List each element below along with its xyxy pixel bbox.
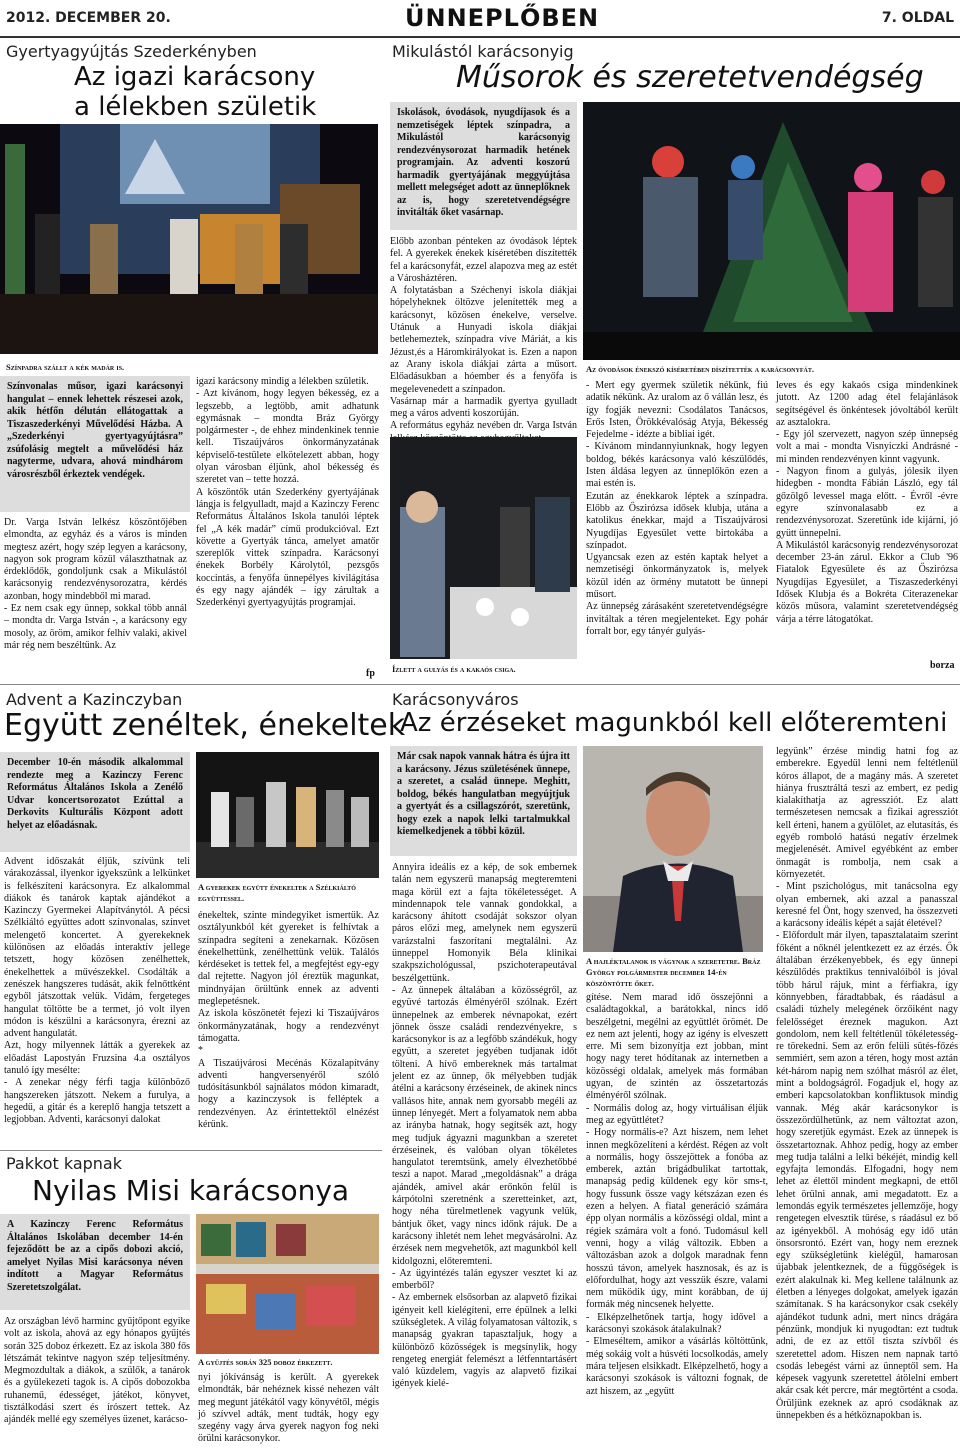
article2-lead: Iskolások, óvodások, nyugdíjasok és a nemzetiségek léptek színpadra, a Mikulástól karácsonyig rendezvénysorozat harmadik hetének programjain. Az adventi koszorú harmadik gyertyájának meggyújtása mellett melegséget adott az ünneplőknek az is, hogy szeretetvendégségre invitálták őket vasárnap.: [390, 102, 577, 230]
article3-kicker: Advent a Kazinczyban: [6, 690, 183, 709]
article5-lead: Már csak napok vannak hátra és újra itt a karácsony. Jézus születésének ünnepe, a szeretet, a család ünnepe. Meghitt, boldog, békés hangulatban megyújtjuk a gyertyát és a csillagszórót, szeretünk, hogy ezek a napok lelki tartalmukkal kiemelkedjenek a többi közül.: [390, 746, 577, 856]
header-title: ÜNNEPLŐBEN: [405, 4, 600, 32]
article2-headline: Műsorok és szeretetvendégség: [456, 60, 924, 95]
article4-lead: A Kazinczy Ferenc Református Általános Iskolában december 14-én fejeződött be az a cipős dobozi akció, amelyet Nyilas Misi karácsonya néven indított a Magyar Református Szeretetszolgálat.: [0, 1214, 190, 1310]
divider-middle: [0, 684, 960, 685]
article5-col1: Annyira ideális ez a kép, de sok embernek talán nem egyszerű manapság megteremteni maga körül ezt a fajta tökéletességet. A mindennapok tele vannak gondokkal, a karácsony áhított csodáját sokszor olyan páros előzi meg, amelynek nem egyszerű varázstalni faszorítani megtalálni. Az ünneppel Homonyik Béla klinikai szakpszichológussal, pszichoterapeutával beszélgettünk. - Az ünnepek általában a közösségről, az együvé tartozás élményéről szólnak. Ezért ünnepelnek az emberek névnapokat, ezért jönnek össze családi rendezvényekre, s karácsonykor is az a legfőbb szándékuk, hogy együtt, a szeretet jegyében tudjanak időt tölteni. A hívő embereknek más tartalmat jelent ez az ünnep, ők mélyebben tudják átélni a karácsony érzéseinek, de akinek nincs vallásos hite, annak nem gyorsabb megéli az ünnep lényegét. Mert a folyamatok nem abba az irányba hatnak, hogy segítsék azt, hogy meg tudjuk ágyazni magunkban a szeretet érzéseinek, és valóban olyan tökéletes hangulatot teremtsünk, amely élvezhetőbbé teszi a napot. Marad „megoldásnak” a drága ajándék, amivel akár erőnkön felül is kárpótolni szeretnénk a szeretteinket, azt, hogy néha türelmetlenek vagyunk velük, bántjuk őket, vagy nincs időnk rájuk. De a karácsony ihletét nem lehet megvásárolni. Az érzések nem megvehetők, azt magunkból kell kidolgozni, előteremteni. - Az ügyintézés talán egyszer vesztet ki az emberből? - Az embernek elsősorban az alapvető fizikai igényeit kell kielégíteni, erre épülnek a lelki szükségletek. A világ folyamatosan változik, s manapság gyakran tapasztaljuk, hogy a különböző közösségek is megsínylik, hogy rengeteg energiát felemészt a létfenntartásért való küzdelem, vagyis az alapvető fizikai igények kielé-: [392, 862, 577, 1390]
article4-col2: nyi jókívánság is került. A gyerekek elmondták, bár nehéznek kissé nehezen vált meg megunt játékától vagy könyvétől, mégis jó szívvel adták, ment tudták, hogy egy szegény vagy árva gyerek nagyon fog neki örülni karácsonykor.: [198, 1372, 379, 1445]
article1-col2: igazi karácsony mindig a lélekben születik. - Azt kívánom, hogy legyen békesség, ez a legszebb, a legtöbb, amit adhatunk egymásnak – mondta Bráz György polgármester -, de ehhez mindenkinek tennie kell. Tiszaújváros önkormányzatának képviselő-testülete elkötelezett abban, hogy olyan városban éljünk, ahol békesség és szeretet van – tette hozzá. A köszöntők után Szederkény gyertyájának lángja is felgyulladt, majd a Kazinczy Ferenc Református Általános Iskola tanulói léptek fel „A kék madár” című produkcióval. Ezt követte a Gyertyák tánca, amelyet amatőr szereplők vittek színpadra. Karácsonyi énekek Borbély Károlytól, pezsgős koccintás, a fenyőfa ünnepélyes kivilágítása és egy nagy ajándék – így zárultak a Szederkényi gyertyagyújtás programjai.: [196, 376, 379, 609]
article1-headline-line2: a lélekben születik: [74, 92, 317, 122]
article1-lead: Színvonalas műsor, igazi karácsonyi hangulat – ennek lehettek részesei azok, akik hétfőn délután ellátogattak a Tiszaszederkényi Művelődési Házba. A „Szederkényi gyertyagyújtásra” zsúfolásig megtelt a művelődési ház nagyterme, udvara, ahová mindhárom városrészből érkeztek vendégek.: [0, 376, 190, 512]
article5-kicker: Karácsonyváros: [392, 690, 519, 709]
article2-col2: - Mert egy gyermek születik nékünk, fiú adatik nékünk. Az uralom az ő vállán lesz, és így fogják nevezni: Csodálatos Tanácsos, Erős Isten, Örökkévalóság Atyja, Békesség Fejedelme - idézte a bibliai igét. - Kívánom mindannyiunknak, hogy legyen boldog, békés karácsonya való készülődés, Isten áldása legyen az ünneplőkön ezen a mai estén is. Ezután az énekkarok léptek a színpadra. Előbb az Őszirózsa idősek klubja, utána a katolikus énekkar, majd a Tiszaújvárosi Nyugdíjas Egyesület vette birtokába a színpadot. Ugyancsak ezen az estén kaptak helyet a nemzetiségi önkormányzatok is, melyek közül idén az örmény mutatott be ünnepi műsort. Az ünnepség zárásaként szeretetvendégségre invitáltak a téren megjelenteket. Egy pohár forralt bor, egy tányér gulyás-: [586, 380, 768, 637]
article1-caption: Színpadra szállt a kék madár is.: [6, 362, 125, 372]
article3-lead: December 10-én második alkalommal rendezte meg a Kazinczy Ferenc Református Általános Iskola a Zenélő Udvar koncertsorozatot Ezúttal a Derkovits Kulturális Központ adott helyet az előadásnak.: [0, 752, 190, 852]
article5-caption: A hajléktalanok is vágynak a szeretetre. Bráz György polgármester december 14-én köszöntötte őket.: [586, 956, 761, 988]
article3-col2: énekeltek, szinte mindegyiket ismertük. Az osztályunkból két gyereket is felhívtak a színpadra segíteni a zenekarnak. Közösen énekelhettünk, zenélhettünk velük. Találós kérdéseket is tettek fel, a megfejtést egy-egy dal rejtette. Nagyon jól éreztük magunkat, mindnyájan örültünk ennek az adventi meglepetésnek. Az iskola köszönetét fejezi ki Tiszaújváros önkormányzatának, hogy a rendezvényt támogatta. * A Tiszaújvárosi Mecénás Közalapítvány adventi hangversenyéről szóló tudósításunkból sajnálatos módon kimaradt, hogy a kazinczysok is felléptek a rendezvényen. Az érintettektől elnézést kérünk.: [198, 910, 379, 1131]
stage-photo: [0, 124, 378, 354]
article3-col1: Advent időszakát éljük, szívünk teli várakozással, ilyenkor igyekszünk a lelkünket is felkészíteni karácsonyra. Ez alkalommal diákok és tanárok kaptak ajándékot a Kazinczy Gyermekei Alapítványtól. A pécsi Szélkiáltó együttes adott színvonalas, színvet melengető koncertet. A gyerekeknek különösen az előadás interaktív jellege tetszett, hogy közösen zenélhettek, énekelhettek a művészekkel. Csodálták a zenészek hangszeres tudását, akik felnőttként egyből játszottak velük. Vidám, fergeteges hangulat töltötte be a termet, jó volt ilyen módon is készülni a karácsonyra, érezni az advent hangulatát. Azt, hogy milyennek látták a gyerekek az előadást Lapostyán Fruzsina 4.a osztályos tanuló így meséltе: - A zenekar négy férfi tagja különböző hangszereken játszott. Nekem a furulya, a hegedű, a gitár és a kereplő hangja tetszett a legjobban. Adventi, karácsonyi dalokat: [4, 856, 190, 1126]
article2-signature: borza: [930, 660, 955, 671]
article5-headline: Az érzéseket magunkból kell előteremteni: [400, 708, 948, 738]
shoebox-photo: [196, 1214, 379, 1354]
article2-col3: leves és egy kakaós csiga mindenkinek jutott. Az 1200 adag étel felajánlások segítségével és önkéntesek jóvoltából került az asztalokra. - Egy jól szervezett, nagyon szép ünnepség volt a mai - mondta Visnyiczki Andrásné - mi minden rendezvényen kinnt vagyunk. - Nagyon finom a gulyás, jólesik ilyen hidegben - mondta Fábián László, egy tál gőzölgő levessel maga előtt. - Évről -évre egyre színvonalasabb ez a rendezvénysorozat. Szeretünk ide kijárni, jó gyütt ünnepelni. A Mikulástól karácsonyig rendezvénysorozat december 23-án zárul. Ekkor a Club '96 Fiatalok Egyesülete és az Őszirózsa Nyugdíjas Egyesület, a Tiszaszederkényi Idősek Klubja és a Bokréta Citerazenekar közös műsora, valamint szeretetvendégség várja a térre látogatókat.: [776, 380, 958, 625]
article2-kicker: Mikulástól karácsonyig: [392, 42, 574, 61]
article4-kicker: Pakkot kapnak: [6, 1154, 122, 1173]
article1-headline-line1: Az igazi karácsony: [74, 62, 316, 92]
header-date: 2012. DECEMBER 20.: [6, 10, 171, 26]
article4-col1: Az országban lévő harminc gyűjtőpont egyike volt az iskola, ahová az egy hónapos gyűjtés során 325 doboz érkezett. Ez az iskola 380 fős létszámát tekintve nagyon szép teljesítmény. Megmozdultak a diákok, a szülők, a tanárok és a gyülekezeti tagok is. A cipős dobozokba ruhanemű, édességet, játékot, könyvet, tisztálkodási szert és írószert tettek. Az ajándék mellé egy személyes üzenet, karácso-: [4, 1316, 190, 1426]
article3-caption: A gyerekek együtt énekeltek a Szélkiáltó együttessel.: [198, 882, 356, 903]
header-rule: [0, 36, 960, 38]
article1-col1: Dr. Varga István lelkész köszöntőjében elmondta, az egyház és a város is minden megtesz azért, hogy szép legyen a karácsony, nagyon sok program közül választhatnak az érdeklődők, gondoljunk csak a Mikulástól karácsonyig rendezvénysorozatra, kérdés azonban, hogy mindebből mi marad. - Ez nem csak egy ünnep, sokkal több annál – mondta dr. Varga István -, a karácsony egy mosoly, az öröm, amikor felhív valaki, akivel már rég nem beszéltünk. Az: [4, 517, 187, 651]
article1-kicker: Gyertyagyújtás Szederkényben: [6, 42, 257, 61]
article2-caption-soup: Ízlett a gulyás és a kakaós csiga.: [392, 664, 516, 674]
article4-caption: A gyűjtés során 325 doboz érkezett.: [198, 1357, 333, 1367]
children-tree-photo: [583, 102, 960, 360]
article3-headline: Együtt zenéltek, énekeltek: [4, 708, 406, 743]
concert-photo: [196, 752, 379, 878]
article5-col3: legyünk” érzése mindig hatni fog az emberekre. Egyedül lenni nem feltétlenül kóros állapot, de a magány más. A szeretet hiánya frusztráltá teszi az embert, ez pedig kialakíthatja az agressziót. Ez alatt természetesen nemcsak a fizikai agressziót kell érteni, hanem a gyűlölet, az elutasítás, és egyéb romboló hatású negatív érzelmek megjelenését. Amivel egyébként az ember önmagát is rombolja, nem csak a környezetét. - Mint pszichológus, mit tanácsolna egy olyan embernek, aki azzal a panasszal keresné fel Önt, hogy szenved, ha összezveti a karácsony ideális képét a saját életével? - Előfordult már ilyen, tapasztalataim szerint főként a nőknél jelentkezett ez az érzés. Ők általában érzékenyebbek, és egy ünnepi készülődés praktikus tennivalóiból is jóval több hárul rájuk, mint a férfiakra, így könnyebben, fáradtabbak, és ráadásul a családi túzhely melegének örzőiként nagy felelősséget éreznek magukon. Azt gondolom, nem kell feltétlenül tökéletességre törekedni. Sem az erőn felüli sütés-főzés semmiért, sem azon a téren, hogy most aztán két-három napig nem szólhat másról az élet, mint a boldogságról. Fogadjuk el, hogy az emberi kapcsolatokban konfliktusok mindig vannak. Még akár karácsonykor is összezördülhetünk, az nem változtat azon, hogy szeretjük egymást. Ezek az ünnepek is összetartoznak. Ahhoz pedig, hogy az ember meg tudja találni a lelki békéjét, mindig kell egyfajta lemondás. Elfogadni, hogy nem lehet az élettől mindent megkapni, de ettől lehet örülni annak, ami megadatott. Ez a lemondás egyik természetes jellemzője, hogy rengetegen elvesztik tűrése, s ráadásul ez bő az igényekből. A mohóság egy idő után önsorsrontó. Ezért van, hogy nem ereznek egy szükségletünk kielégül, hamarosan újabbak jelentkeznek, de a függőségek is ezért alakulnak ki. Meg kellene találnunk az életben a lényeges dolgokat, amelyek igazán számítanak. S ha karácsonykor csak csekély ajándékot tudunk adni, mert nincs drágára pénzünk, mondjuk ki nyugodtan: ezt tudtuk adni, de ez az ettől tiszta szívből és szeretettel adom. Hiszen nem napnak tartó csodás lebegést várni az ünneptől sem. Ha képesek vagyunk szeretettel átölelni embert akár csak két percre, már megtörtént a csoda. Örüljünk ezeknek az apró csodáknak az ünnepekben és a hétköznapokban is.: [776, 746, 958, 1422]
header-page: 7. OLDAL: [881, 10, 954, 26]
article2-col1: Előbb azonban pénteken az óvodások léptek fel. A gyerekek énekek kíséretében díszítették fel a karácsonyfát, ezzel alapozva meg az estét a Városháztéren. A folytatásban a Széchenyi iskola diákjai hópelyheknek öltözve jelenítették meg a karácsonyt, közösen énekelve, verselve. Utánuk a Hunyadi iskola diákjai betlehemeztek, színpadra víve Máriát, a kis Jézust,és a Háromkirályokat is. Ezen a napon az Arany iskola diákjai zárta a műsort. Előadásukban a hóember és a fenyőfa is megelevenedett a színpadon. Vasárnap már a harmadik gyertya gyulladt meg a város adventi koszorúján. A református egyház nevében dr. Varga István: [390, 236, 577, 432]
article2-caption-tree: Az óvodások énekszó kíséretében díszítették a karácsonyfát.: [586, 364, 814, 374]
divider-article4: [0, 1150, 382, 1151]
article5-col2: gítése. Nem marad idő összejönni a családtagokkal, a barátokkal, nincs idő beszélgetni, megélni az együttlét örömét. De ez nem azt jelenti, hogy az igény is elveszett erre. Mi sem bizonyítja ezt jobban, mint hogy nagy teret hódítanak az internetben a közösségi oldalak, amelyek más formában ugyan, de szintén az összetartozás élményéről szólnak. - Normális dolog az, hogy virtuálisan éljük meg az együttlétet? - Hogy normális-e? Azt hiszem, nem lehet innen megközelíteni a kérdést. Régen az volt a normális, hogy összejöttek a fonóba az emberek, aztán brigádbulikat tartottak, manapság pedig küldenek egy kör sms-t, hogy fussunk össze vagy kétszázan ezen és ezen a helyen. A fiatal generáció számára épp olyan normális a közösségi oldal, mint a régiek számára volt a fonó. Tudomásul kell venni, hogy a világ változik. Ebben a változásban azok a dolgok maradnak fenn hosszú távon, amelyek hasznosak, és az is előfordulhat, hogy azt vesszük észre, valami nem működik úgy, mint korábban, de új formák még nincsenek helyette. - Elképzelhetőnek tartja, hogy idővel a karácsonyi szokások átalakulnak? - Elmeséltem, amikor a vásárlás költöttünk, még sokáig volt a húsvéti locsolkodás, amely mára teljesen elsikkadt. Elképzelhető, hogy a karácsonyi szokások is változni fognak, de azt hiszem, az „együtt: [586, 992, 768, 1397]
article4-headline: Nyilas Misi karácsonya: [32, 1174, 350, 1207]
soup-line-photo: [390, 437, 577, 659]
mayor-photo: [583, 746, 763, 952]
article1-signature: fp: [366, 668, 375, 679]
